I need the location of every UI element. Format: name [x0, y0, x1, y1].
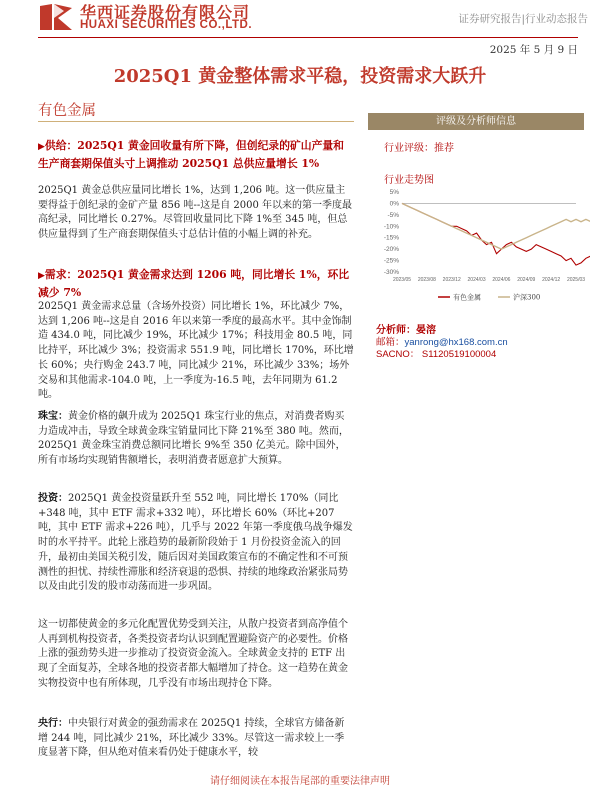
- legend-label: 沪深300: [513, 293, 541, 302]
- x-tick-label: 2024/03: [467, 277, 486, 283]
- allocation-paragraph: 这一切都使黄金的多元化配置优势受到关注，从散户投资者到高净值个人再到机构投资者，各类投资者均认识到配置避险资产的必要性。价格上涨的强劲势头进一步推动了投资资金流入。全球黄金支持的 ETF 出现了全面复苏，全球各地的投资者都大幅增加了持仓。这一趋势在黄金实物投资中也有所体现，几乎没有市场出现持仓下降。: [38, 619, 348, 689]
- series-line-1: [402, 203, 590, 249]
- company-name-cn: 华西证券股份有限公司: [80, 3, 251, 22]
- series-lines: [402, 203, 590, 265]
- triangle-bullet-icon: ▶: [38, 142, 45, 152]
- y-tick-label: -30%: [383, 269, 399, 276]
- supply-heading: ▶供给：2025Q1 黄金回收量有所下降，但创纪录的矿山产量和生产商套期保值头寸上调推动 2025Q1 总供应量增长 1%: [38, 139, 344, 170]
- company-name-en: HUAXI SECURITIES CO.,LTD.: [80, 19, 253, 31]
- report-title: 2025Q1 黄金整体需求平稳，投资需求大跃升: [113, 66, 487, 87]
- central-bank-paragraph: 央行：中央银行对黄金的强劲需求在 2025Q1 持续，全球官方储备新增 244 吨，同比减少 21%，环比减少 33%。尽管这一需求较上一季度显著下降，但从绝对值来看仍处于健康水平，较: [38, 718, 345, 759]
- rating-panel-header: 评级及分析师信息: [368, 113, 584, 130]
- report-date: 2025 年 5 月 9 日: [489, 44, 578, 56]
- x-tick-label: 2023/08: [417, 277, 436, 283]
- y-tick-label: 5%: [389, 189, 399, 196]
- x-tick-label: 2023/12: [442, 277, 461, 283]
- jewelry-paragraph: 珠宝：黄金价格的飙升成为 2025Q1 珠宝行业的焦点，对消费者购买力造成冲击，导致全球黄金珠宝销量同比下降 21%至 380 吨。然而，2025Q1 黄金珠宝消费总额同比增长 9%至 350 亿美元。除中国外，所有市场均实现销售额增长，表明消费者愿意扩大预算。: [38, 411, 349, 467]
- investment-paragraph: 投资：2025Q1 黄金投资量跃升至 552 吨，同比增长 170%（同比+348 吨，其中 ETF 需求+332 吨），环比增长 60%（环比+207 吨，其中 ETF 需求+226 吨），几乎与 2022 年第一季度俄乌战争爆发时的水平持平。此轮上涨趋势的最新阶段始于 1 月份投资金流入的回升，最初由美国关税引发，随后因对美国政策宣布的不确定性和不可预测性的担忧、持续性滞胀和经济衰退的恐惧、持续的地缘政治紧张局势以及由此引发的股市动荡而进一步巩固。: [38, 493, 353, 593]
- y-axis-ticks: [384, 189, 399, 276]
- footer-legal-note: 请仔细阅读在本报告尾部的重要法律声明: [210, 776, 390, 787]
- header-divider: [38, 37, 578, 38]
- industry-rating: 行业评级：推荐: [384, 143, 454, 154]
- series-line-0: [402, 203, 590, 265]
- analyst-sacno: SACNO： S1120519100004: [376, 349, 497, 360]
- y-tick-label: 0%: [389, 200, 399, 208]
- x-tick-label: 2025/03: [566, 277, 586, 283]
- sector-name: 有色金属: [38, 103, 96, 119]
- sector-divider: [38, 121, 354, 122]
- trend-chart-title: 行业走势图: [384, 175, 434, 186]
- analyst-email: 邮箱：yanrong@hx168.com.cn: [376, 337, 508, 348]
- report-type: 证券研究报告|行业动态报告: [458, 13, 588, 25]
- huaxi-logo-icon: [38, 2, 74, 32]
- demand-paragraph: 2025Q1 黄金需求总量（含场外投资）同比增长 1%，环比减少 7%，达到 1,206 吨--这是自 2016 年以来第一季度的最高水平。其中金饰制造 434.0 吨，同比减少 19%，环比减少 17%；科技用金 80.5 吨，同比持平，环比减少 3%；投资需求 551.9 吨，同比增长 170%，环比增长 60%；央行购金 243.7 吨，同比减少 21%，环比减少 33%；场外交易和其他需求-104.0 吨，上一季度为-16.5 吨，去年同期为 61.2 吨。: [38, 301, 354, 401]
- analyst-name: 分析师：晏溶: [376, 325, 436, 336]
- chart-legend: [438, 293, 540, 302]
- x-axis-ticks: [393, 277, 585, 283]
- demand-heading: ▶需求：2025Q1 黄金需求达到 1206 吨，同比增长 1%，环比减少 7%: [38, 268, 350, 299]
- supply-paragraph: 2025Q1 黄金总供应量同比增长 1%，达到 1,206 吨。这一供应量主要得益于创纪录的金矿产量 856 吨--这是自 2000 年以来的第一季度最高纪录，同比增长 0.27%。尽管回收量同比下降 1%至 345 吨，但总供应量得到了生产商套期保值头寸总估计值的小幅上调的补充。: [38, 185, 353, 241]
- legend-label: 有色金属: [453, 293, 481, 302]
- x-tick-label: 2024/09: [517, 277, 536, 283]
- email-link[interactable]: yanrong@hx168.com.cn: [404, 337, 508, 348]
- x-tick-label: 2023/05: [392, 277, 412, 283]
- y-tick-label: -20%: [383, 246, 399, 254]
- triangle-bullet-icon: ▶: [38, 271, 45, 281]
- y-tick-label: -15%: [383, 234, 399, 242]
- x-tick-label: 2024/12: [542, 277, 561, 283]
- y-tick-label: -25%: [383, 257, 399, 265]
- x-tick-label: 2024/06: [492, 277, 511, 283]
- y-tick-label: -5%: [387, 211, 399, 219]
- industry-trend-chart: [366, 186, 590, 310]
- y-tick-label: -10%: [383, 223, 399, 231]
